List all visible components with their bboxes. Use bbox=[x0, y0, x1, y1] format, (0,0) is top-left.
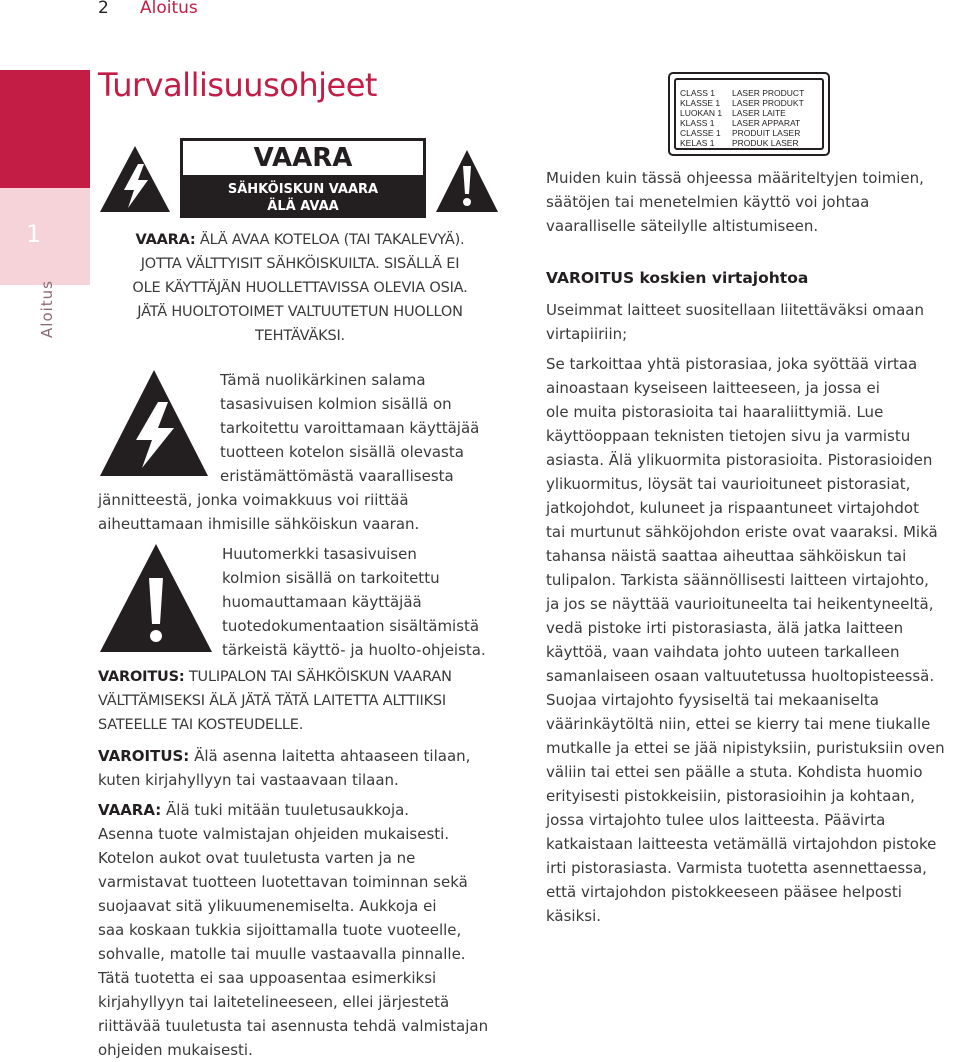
exclamation-symbol-text: Huutomerkki tasasivuisen kolmion sisällä on tarkoitettu huomauttamaan käyttäjää tuotedokumentaation sisältämistä tärkeistä käyttö- ja huolto-ohjeista. bbox=[222, 545, 486, 659]
varoitus-fire-paragraph: VAROITUS: TULIPALON TAI SÄHKÖISKUN VAARAN VÄLTTÄMISEKSI ÄLÄ JÄTÄ TÄTÄ LAITETTA ALTTIIKSI SATEELLE TAI KOSTEUDELLE. bbox=[98, 669, 452, 733]
laser-warning-text: Muiden kuin tässä ohjeessa määriteltyjen toimien, säätöjen tai menetelmien käyttö voi johtaa vaaralliselle säteilylle altistumiseen. bbox=[546, 169, 924, 235]
laser-label-row: CLASS 1 LASER PRODUCT bbox=[680, 88, 805, 98]
varoitus-install-paragraph: VAROITUS: Älä asenna laitetta ahtaaseen tilaan, kuten kirjahyllyyn tai vastaavaan tilaan. bbox=[98, 747, 471, 789]
warning-label-panel bbox=[180, 138, 426, 218]
chapter-tab-bar bbox=[0, 70, 90, 188]
exclamation-warning-icon bbox=[434, 148, 500, 214]
page-number: 2 bbox=[98, 0, 109, 18]
power-cord-heading: VAROITUS koskien virtajohtoa bbox=[546, 269, 809, 287]
vaara-ventilation-paragraph: VAARA: Älä tuki mitään tuuletusaukkoja. Asenna tuote valmistajan ohjeiden mukaisesti. Kotelon aukot ovat tuuletusta varten ja ne varmistavat tuotteen luotettavan toiminnan sekä suojaavat sitä ylikuumenemiselta. Aukkoja ei saa koskaan tukkia sijoittamalla tuote vuoteelle, sohvalle, matolle tai muulle vastaavalla pinnalle. Tätä tuotetta ei saa uppoasentaa esimerkiksi kirjahyllyyn tai laitetelineeseen, ellei järjestetä riittävää tuuletusta tai asennusta tehdä valmistajan ohjeiden mukaisesti. bbox=[98, 801, 489, 1059]
vaara-caps-paragraph: VAARA: ÄLÄ AVAA KOTELOA (TAI TAKALEVYÄ). JOTTA VÄLTTYISIT SÄHKÖISKUILTA. SISÄLLÄ EI OLE KÄYTTÄJÄN HUOLLETTAVISSA OLEVIA OSIA. JÄTÄ HUOLTOTOIMET VALTUUTETUN HUOLLON TEHTÄVÄKSI. bbox=[132, 232, 468, 344]
exclamation-triangle-icon bbox=[98, 542, 214, 654]
lightning-warning-icon bbox=[98, 140, 172, 214]
laser-product-label bbox=[668, 72, 830, 156]
warning-label-box bbox=[98, 138, 500, 228]
page-title: Turvallisuusohjeet bbox=[98, 66, 377, 104]
chapter-number: 1 bbox=[26, 220, 42, 248]
laser-label-row: KELAS 1 PRODUK LASER bbox=[680, 138, 799, 148]
page-header bbox=[0, 0, 960, 26]
chapter-tab-label: Aloitus bbox=[38, 280, 56, 338]
laser-label-row: CLASSE 1 PRODUIT LASER bbox=[680, 128, 801, 138]
laser-label-row: LUOKAN 1 LASER LAITE bbox=[680, 108, 786, 118]
lightning-symbol-text: Tämä nuolikärkinen salama tasasivuisen kolmion sisällä on tarkoitettu varoittamaan käyttäjää tuotteen kotelon sisällä olevasta eristämättömästä vaarallisesta jännitteestä, jonka voimakkuus voi riittää aiheuttamaan ihmisille sähköiskun vaaran. bbox=[98, 371, 480, 533]
power-cord-intro: Useimmat laitteet suositellaan liitettäväksi omaan virtapiiriin; bbox=[546, 301, 924, 343]
laser-label-row: KLASS 1 LASER APPARAT bbox=[680, 118, 801, 128]
chapter-tab bbox=[0, 70, 90, 338]
power-cord-body: Se tarkoittaa yhtä pistorasiaa, joka syöttää virtaa ainoastaan kyseiseen laitteeseen, ja jossa ei ole muita pistorasioita tai haaraliittymiä. Lue käyttöoppaan teknisten tietojen sivu ja varmistu asiasta. Älä ylikuormita pistorasioita. Pistorasioiden ylikuormitus, löysät tai vaurioituneet pistorasiat, jatkojohdot, kuluneet ja rispaantuneet virtajohdot tai murtunut sähköjohdon eriste ovat vaaraksi. Mikä tahansa näistä saattaa aiheuttaa sähköiskun tai tulipalon. Tarkista säännöllisesti laitteen virtajohto, ja jos se näyttää vaurioituneelta tai heikentyneeltä, vedä pistoke irti pistorasiasta, älä jatka laitteen käyttöä, vaan vaihdata johto uuteen tarkalleen samanlaiseen osaan valtuutetussa huoltopisteessä. Suojaa virtajohto fyysiseltä tai mekaaniselta väärinkäytöltä niin, ettei se kierry tai mene tiukalle mutkalle ja ettei se jää nipistyksiin, puristuksiin oven väliin tai ettei sen päälle a stuta. Kohdista huomio erityisesti pistokkeisiin, pistorasioihin ja kohtaan, jossa virtajohto tulee ulos laitteesta. Päävirta katkaistaan laitteesta vetämällä virtajohdon pistoke irti pistorasiasta. Varmista tuotetta asennettaessa, että virtajohdon pistokkeeseen pääsee helposti käsiksi. bbox=[546, 355, 945, 925]
warning-label-title: VAARA bbox=[253, 143, 353, 173]
laser-label-row: KLASSE 1 LASER PRODUKT bbox=[680, 98, 804, 108]
warning-label-subtitle: SÄHKÖISKUN VAARA ÄLÄ AVAA bbox=[227, 182, 379, 214]
header-section-title: Aloitus bbox=[140, 0, 198, 18]
